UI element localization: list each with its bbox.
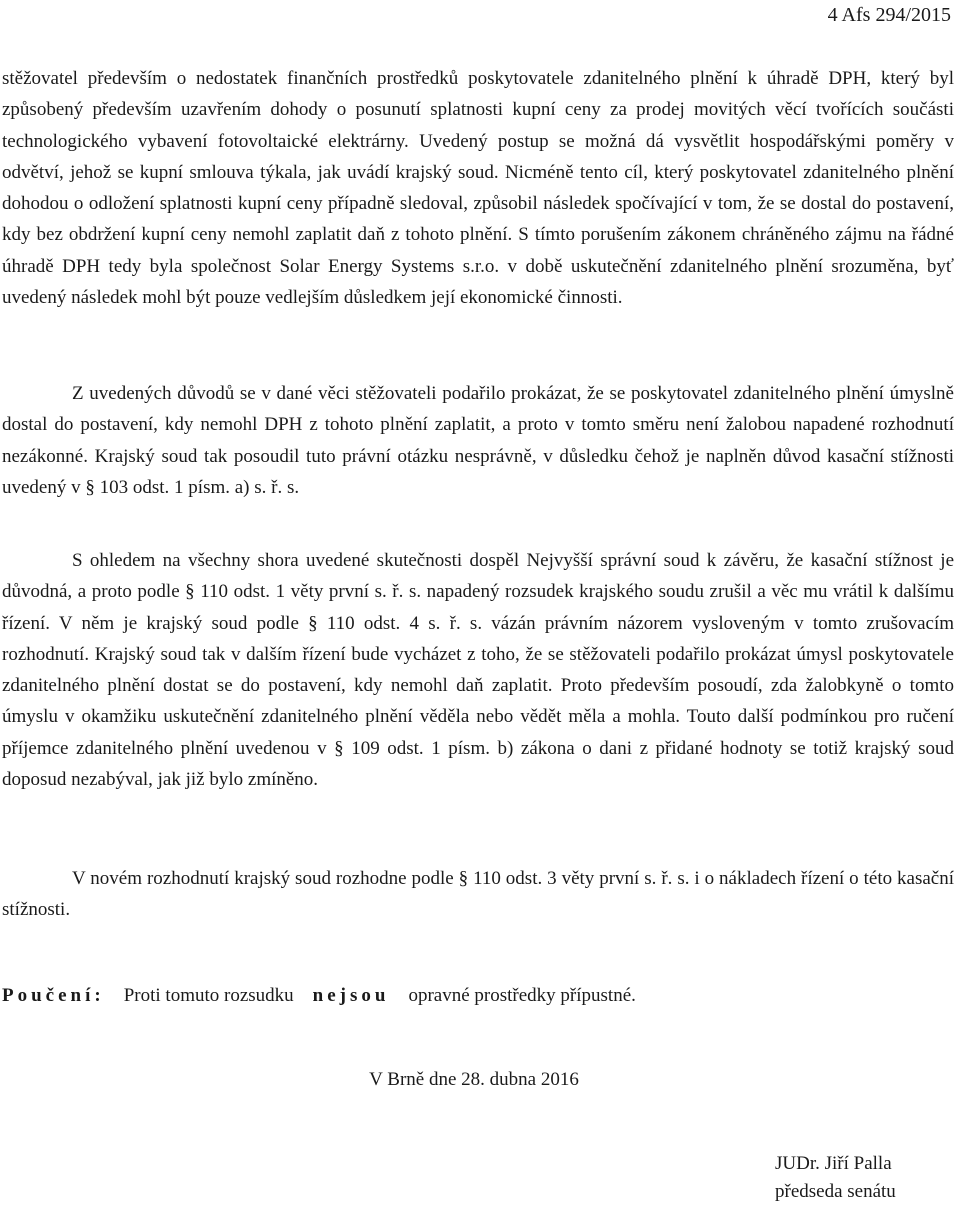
paragraph-1: stěžovatel především o nedostatek finančních prostředků poskytovatele zdanitelného plnění k úhradě DPH, který byl způsobený především uzavřením dohody o posunutí splatnosti kupní ceny za prodej movitých věcí tvořících součásti technologického vybavení fotovoltaické elektrárny. Uvedený postup se možná dá vysvětlit hospodářskými poměry v odvětví, jehož se kupní smlouva týkala, jak uvádí krajský soud. Nicméně tento cíl, který poskytovatel zdanitelného plnění dohodou o odložení splatnosti kupní ceny případně sledoval, způsobil následek spočívající v tom, že se dostal do postavení, kdy bez obdržení kupní ceny nemohl zaplatit daň z tohoto plnění. S tímto porušením zákonem chráněného zájmu na řádné úhradě DPH tedy byla společnost Solar Energy Systems s.r.o. v době uskutečnění zdanitelného plnění srozuměna, byť uvedený následek mohl být pouze vedlejším důsledkem její ekonomické činnosti. bbox=[2, 68, 954, 309]
case-number: 4 Afs 294/2015 bbox=[827, 4, 951, 26]
judge-name: JUDr. Jiří Palla bbox=[775, 1153, 892, 1174]
signature-block bbox=[775, 1150, 896, 1206]
date-line bbox=[0, 1064, 960, 1095]
paragraph-4: V novém rozhodnutí krajský soud rozhodne podle § 110 odst. 3 věty první s. ř. s. i o nákladech řízení o této kasační stížnosti. bbox=[2, 868, 954, 921]
instruction-text-before: Proti tomuto rozsudku bbox=[123, 985, 294, 1006]
instruction-line bbox=[2, 980, 636, 1011]
judge-title: předseda senátu bbox=[775, 1181, 896, 1202]
paragraph-3: S ohledem na všechny shora uvedené skutečnosti dospěl Nejvyšší správní soud k závěru, že kasační stížnost je důvodná, a proto podle § 110 odst. 1 věty první s. ř. s. napadený rozsudek krajského soudu zrušil a věc mu vrátil k dalšímu řízení. V něm je krajský soud podle § 110 odst. 4 s. ř. s. vázán právním názorem vysloveným v tomto zrušovacím rozhodnutí. Krajský soud tak v dalším řízení bude vycházet z toho, že se stěžovateli podařilo prokázat úmysl poskytovatele zdanitelného plnění dostat se do postavení, kdy nemohl daň zaplatit. Proto především posoudí, zda žalobkyně o tomto úmyslu v okamžiku uskutečnění zdanitelného plnění věděla nebo vědět měla a mohla. Touto další podmínkou pro ručení příjemce zdanitelného plnění uvedenou v § 109 odst. 1 písm. b) zákona o dani z přidané hodnoty se totiž krajský soud doposud nezabýval, jak již bylo zmíněno. bbox=[2, 550, 954, 791]
paragraph-2: Z uvedených důvodů se v dané věci stěžovateli podařilo prokázat, že se poskytovatel zdanitelného plnění úmyslně dostal do postavení, kdy nemohl DPH z tohoto plnění zaplatit, a proto v tomto směru není žalobou napadené rozhodnutí nezákonné. Krajský soud tak posoudil tuto právní otázku nesprávně, v důsledku čehož je naplněn důvod kasační stížnosti uvedený v § 103 odst. 1 písm. a) s. ř. s. bbox=[2, 383, 954, 498]
instruction-emphasis: nejsou bbox=[312, 985, 390, 1006]
instruction-text-after: opravné prostředky přípustné. bbox=[408, 985, 636, 1006]
instruction-label: Poučení: bbox=[2, 985, 105, 1006]
date-text: V Brně dne 28. dubna 2016 bbox=[369, 1069, 579, 1090]
